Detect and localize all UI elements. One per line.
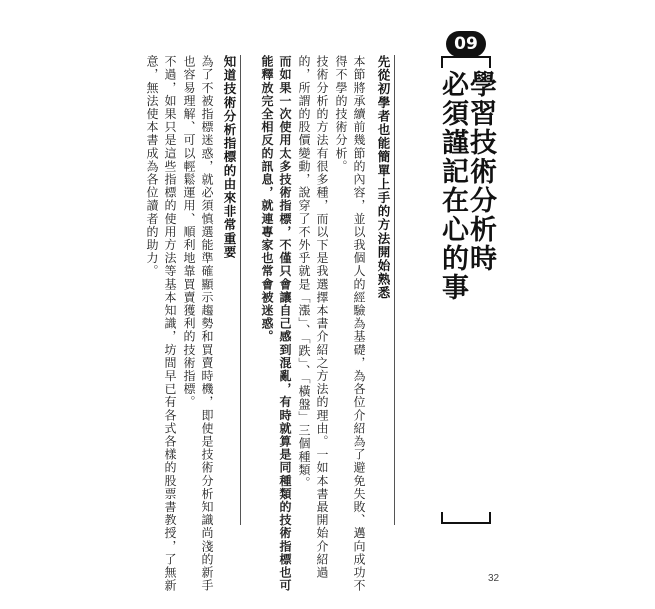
chapter-title-line-2: 必須謹記在心的事 [437,70,468,302]
paragraph-line: 也容易理解、可以輕鬆運用、順利地靠買賣獲利的技術指標。 [182,55,196,409]
section-heading-rule [240,55,241,525]
paragraph-line: 為了不被指標迷惑，就必須慎選能準確顯示趨勢和買賣時機，即使是技術分析知識尚淺的新手 [200,55,214,593]
emphasis-line: 能釋放完全相反的訊息，就連專家也常會被迷惑。 [260,55,274,344]
paragraph-line: 技術分析的方法有很多種，而以下是我選擇本書介紹之方法的理由。一如本書最開始介紹過 [315,55,329,579]
paragraph-line: 得不學的技術分析。 [334,55,348,173]
paragraph-line: 的，所謂的股價變動，說穿了不外乎就是「漲」、「跌」、「橫盤」三個種類。 [297,55,311,490]
title-bracket-top [441,56,491,68]
paragraph-line: 不過，如果只是這些指標的使用方法等基本知識，坊間早已有各式各樣的股票書教授，了無新 [163,55,177,593]
chapter-title-line-1: 學習技術分析時 [465,70,496,273]
section-heading-1: 先從初學者也能簡單上手的方法開始熟悉 [376,55,391,300]
emphasis-line: 而如果一次使用太多技術指標，不僅只會讓自己感到混亂，有時就算是同種類的技術指標也可 [278,55,292,593]
page-number: 32 [488,573,500,584]
paragraph-line: 本節將承續前幾節的內容，並以我個人的經驗為基礎，為各位介紹為了避免失敗、邁向成功不 [352,55,366,593]
section-heading-2: 知道技術分析指標的由來非常重要 [222,55,237,259]
paragraph-line: 意，無法使本書成為各位讀者的助力。 [145,55,159,278]
section-heading-rule [394,55,395,525]
chapter-number-badge: 09 [446,31,486,57]
title-bracket-bottom [441,512,491,524]
